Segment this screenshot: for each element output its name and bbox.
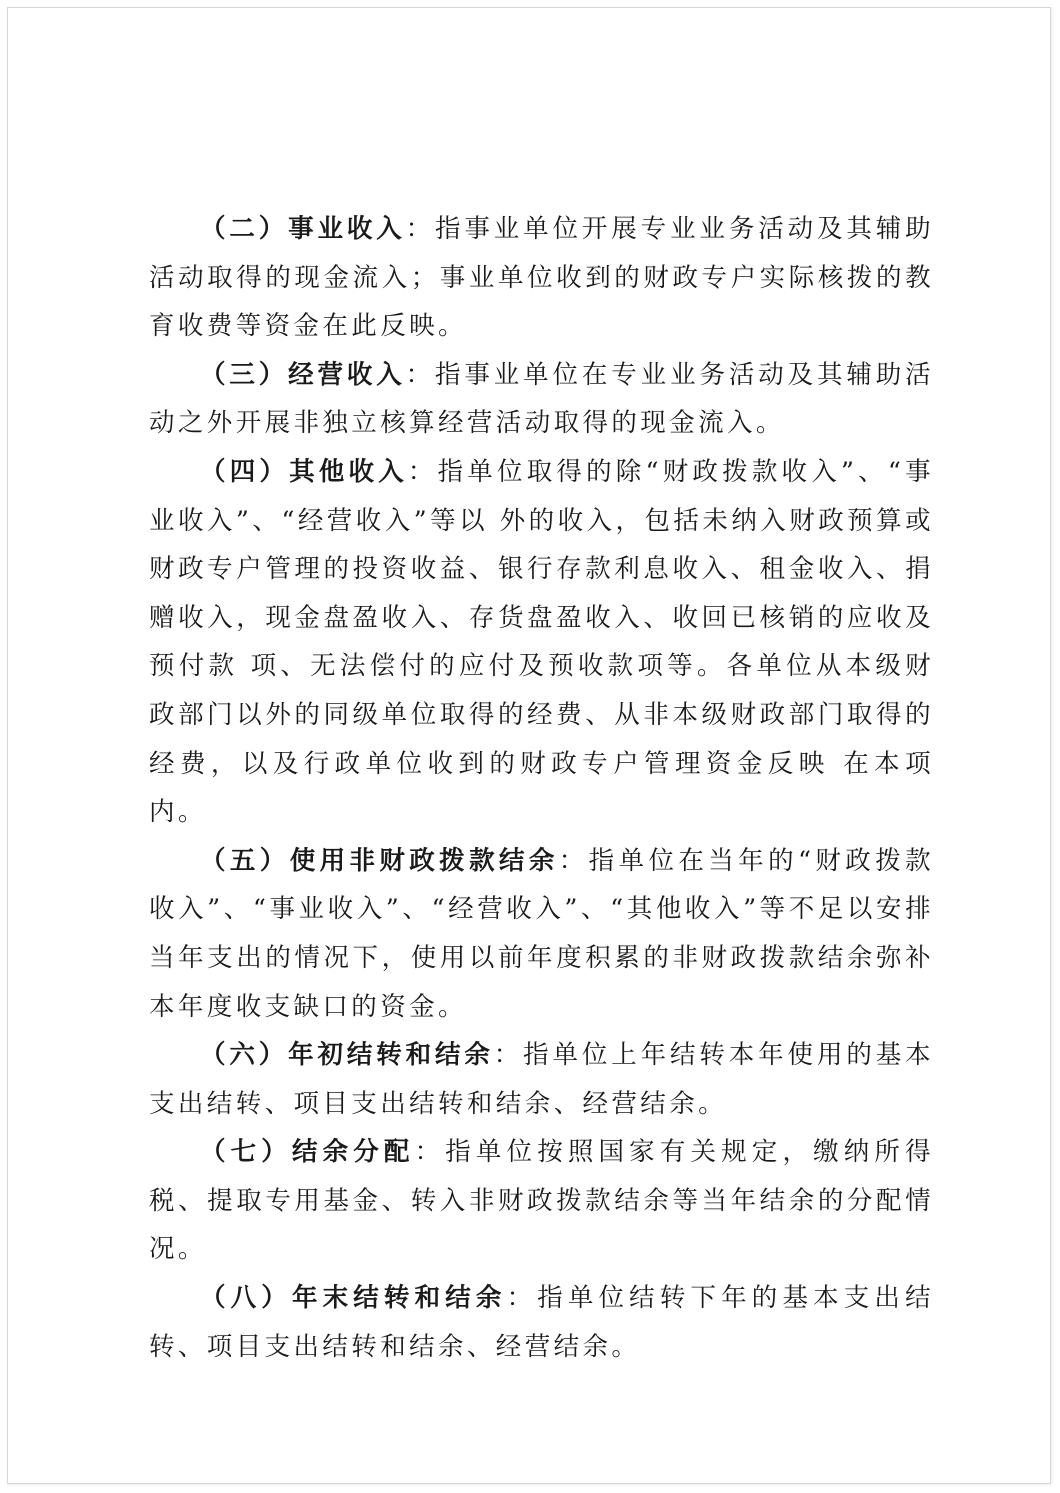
paragraph-other-income [149, 448, 934, 837]
term-definition: ：指单位上年结转本年使用的基本支出结转、项目支出结转和结余、经营结余。 [149, 1040, 934, 1119]
term-label: （七）结余分配 [200, 1137, 415, 1168]
paragraph-non-fiscal-surplus [149, 837, 934, 1031]
term-definition: ：指单位结转下年的基本支出结转、项目支出结转和结余、经营结余。 [149, 1283, 934, 1362]
term-definition: ：指单位在当年的“财政拨款收入”、“事业收入”、“经营收入”、“其他收入”等不足以安排当年支出的情况下，使用以前年度积累的非财政拨款结余弥补本年度收支缺口的资金。 [149, 845, 934, 1022]
paragraph-surplus-distribution [149, 1128, 934, 1274]
term-label: （六）年初结转和结余 [200, 1040, 494, 1071]
document-body [149, 205, 934, 1371]
document-page [7, 7, 1051, 1484]
paragraph-operating-income [149, 351, 934, 448]
term-label: （二）事业收入 [200, 214, 406, 244]
term-definition: ：指单位取得的除“财政拨款收入”、“事业收入”、“经营收入”等以 外的收入，包括未纳入财政预算或财政专户管理的投资收益、银行存款利息收入、租金收入、捐赠收入，现金盘盈收入、存货盘盈收入、收回已核销的应收及预付款 项、无法偿付的应付及预收款项等。各单位从本级财政部门以外的同级单位取得的经费、从非本级财政部门取得的经费，以及行政单位收到的财政专户管理资金反映 在本项内。 [149, 456, 934, 828]
term-label: （八）年末结转和结余 [200, 1283, 507, 1314]
term-label: （五）使用非财政拨款结余 [200, 845, 559, 876]
term-definition: ：指单位按照国家有关规定，缴纳所得税、提取专用基金、转入非财政拨款结余等当年结余的分配情况。 [149, 1137, 934, 1265]
term-label: （三）经营收入 [200, 359, 406, 390]
paragraph-business-income [149, 205, 934, 351]
paragraph-closing-balance [149, 1274, 934, 1371]
term-definition: ：指事业单位在专业业务活动及其辅助活动之外开展非独立核算经营活动取得的现金流入。 [149, 359, 934, 439]
term-definition: ：指事业单位开展专业业务活动及其辅助活动取得的现金流入；事业单位收到的财政专户实际核拨的教育收费等资金在此反映。 [149, 214, 934, 342]
term-label: （四）其他收入 [200, 456, 408, 487]
paragraph-opening-balance [149, 1031, 934, 1128]
